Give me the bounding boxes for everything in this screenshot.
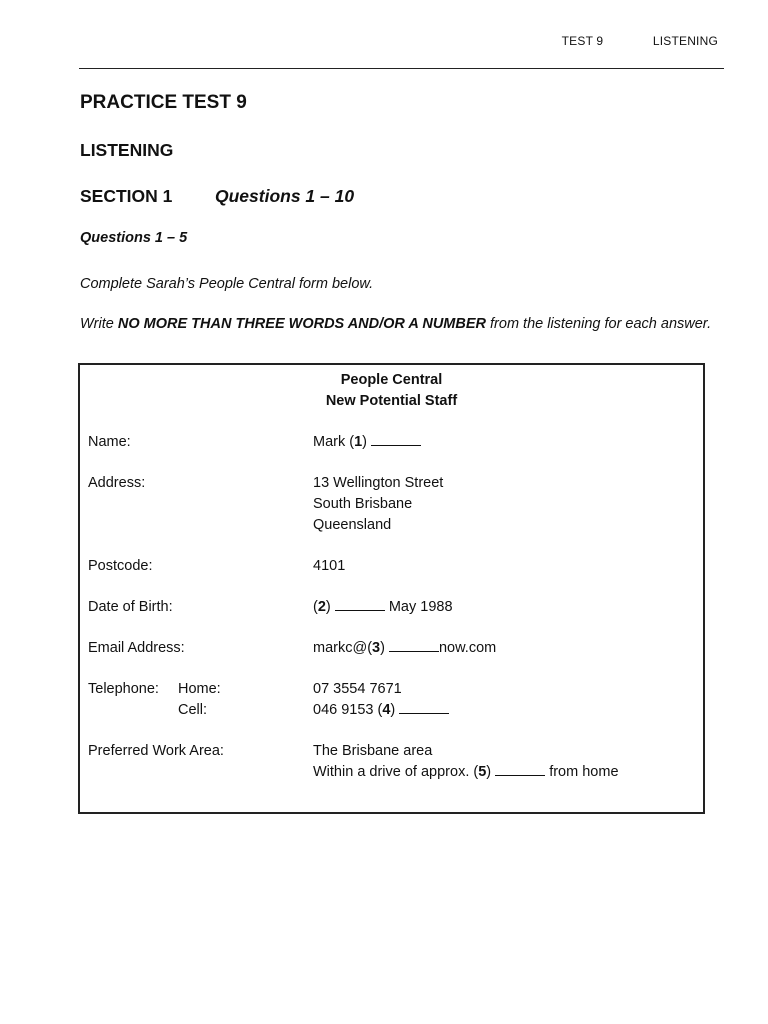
header-divider [79, 68, 724, 69]
form-box [78, 363, 705, 814]
dob-label: Date of Birth: [88, 599, 173, 615]
email-suffix: ) [380, 640, 385, 656]
form-subtitle: New Potential Staff [325, 393, 458, 409]
address-line-1: 13 Wellington Street [313, 475, 444, 491]
question-3-number: 3 [372, 640, 381, 656]
telephone-home-value: 07 3554 7671 [313, 681, 402, 697]
dob-after: May 1988 [388, 599, 453, 615]
address-label: Address: [88, 475, 146, 491]
name-suffix: ) [362, 434, 368, 450]
section-label: SECTION 1 [80, 186, 173, 206]
email-after: now.com [438, 640, 497, 656]
page-subtitle: LISTENING [80, 140, 174, 160]
postcode-label: Postcode: [88, 558, 153, 574]
dob-prefix: ( [313, 599, 318, 615]
header-section-name: LISTENING [652, 34, 718, 48]
name-label: Name: [88, 434, 131, 450]
form-title: People Central [340, 372, 443, 388]
answer-blank-1[interactable] [371, 432, 421, 446]
work-area-after: from home [549, 764, 619, 780]
postcode-value: 4101 [313, 558, 346, 574]
dob-value [313, 597, 453, 618]
instruction-line-2 [80, 316, 711, 332]
answer-blank-4[interactable] [399, 700, 449, 714]
telephone-label: Telephone: [88, 681, 159, 697]
cell-suffix: ) [390, 702, 396, 718]
work-area-prefix: Within a drive of approx. ( [313, 764, 479, 780]
address-line-2: South Brisbane [313, 496, 413, 512]
dob-suffix: ) [325, 599, 331, 615]
section-questions: Questions 1 – 10 [215, 186, 355, 206]
section-heading [80, 186, 354, 207]
page-title: PRACTICE TEST 9 [80, 92, 247, 113]
email-prefix: markc@( [313, 640, 373, 656]
email-value [313, 638, 496, 659]
answer-blank-5[interactable] [495, 762, 545, 776]
question-4-number: 4 [382, 702, 391, 718]
question-1-number: 1 [354, 434, 363, 450]
work-area-line-2 [313, 762, 619, 783]
instruction-prefix: Write [80, 316, 118, 332]
page-header [562, 34, 718, 48]
instruction-bold: NO MORE THAN THREE WORDS AND/OR A NUMBER [117, 316, 486, 332]
question-2-number: 2 [317, 599, 326, 615]
cell-prefix: 046 9153 ( [313, 702, 383, 718]
work-area-label: Preferred Work Area: [88, 743, 224, 759]
instruction-line-1: Complete Sarah’s People Central form below. [80, 276, 374, 292]
telephone-home-label: Home: [178, 681, 221, 697]
question-range: Questions 1 – 5 [80, 230, 188, 246]
instruction-suffix: from the listening for each answer. [486, 316, 712, 332]
name-prefix: Mark ( [313, 434, 355, 450]
email-label: Email Address: [88, 640, 185, 656]
work-area-line-1: The Brisbane area [313, 743, 433, 759]
telephone-cell-value [313, 700, 449, 721]
work-area-suffix: ) [486, 764, 492, 780]
question-5-number: 5 [478, 764, 487, 780]
answer-blank-3[interactable] [389, 638, 439, 652]
address-line-3: Queensland [313, 517, 392, 533]
telephone-cell-label: Cell: [178, 702, 208, 718]
answer-blank-2[interactable] [335, 597, 385, 611]
name-value [313, 432, 421, 453]
header-test-number: TEST 9 [561, 34, 604, 48]
